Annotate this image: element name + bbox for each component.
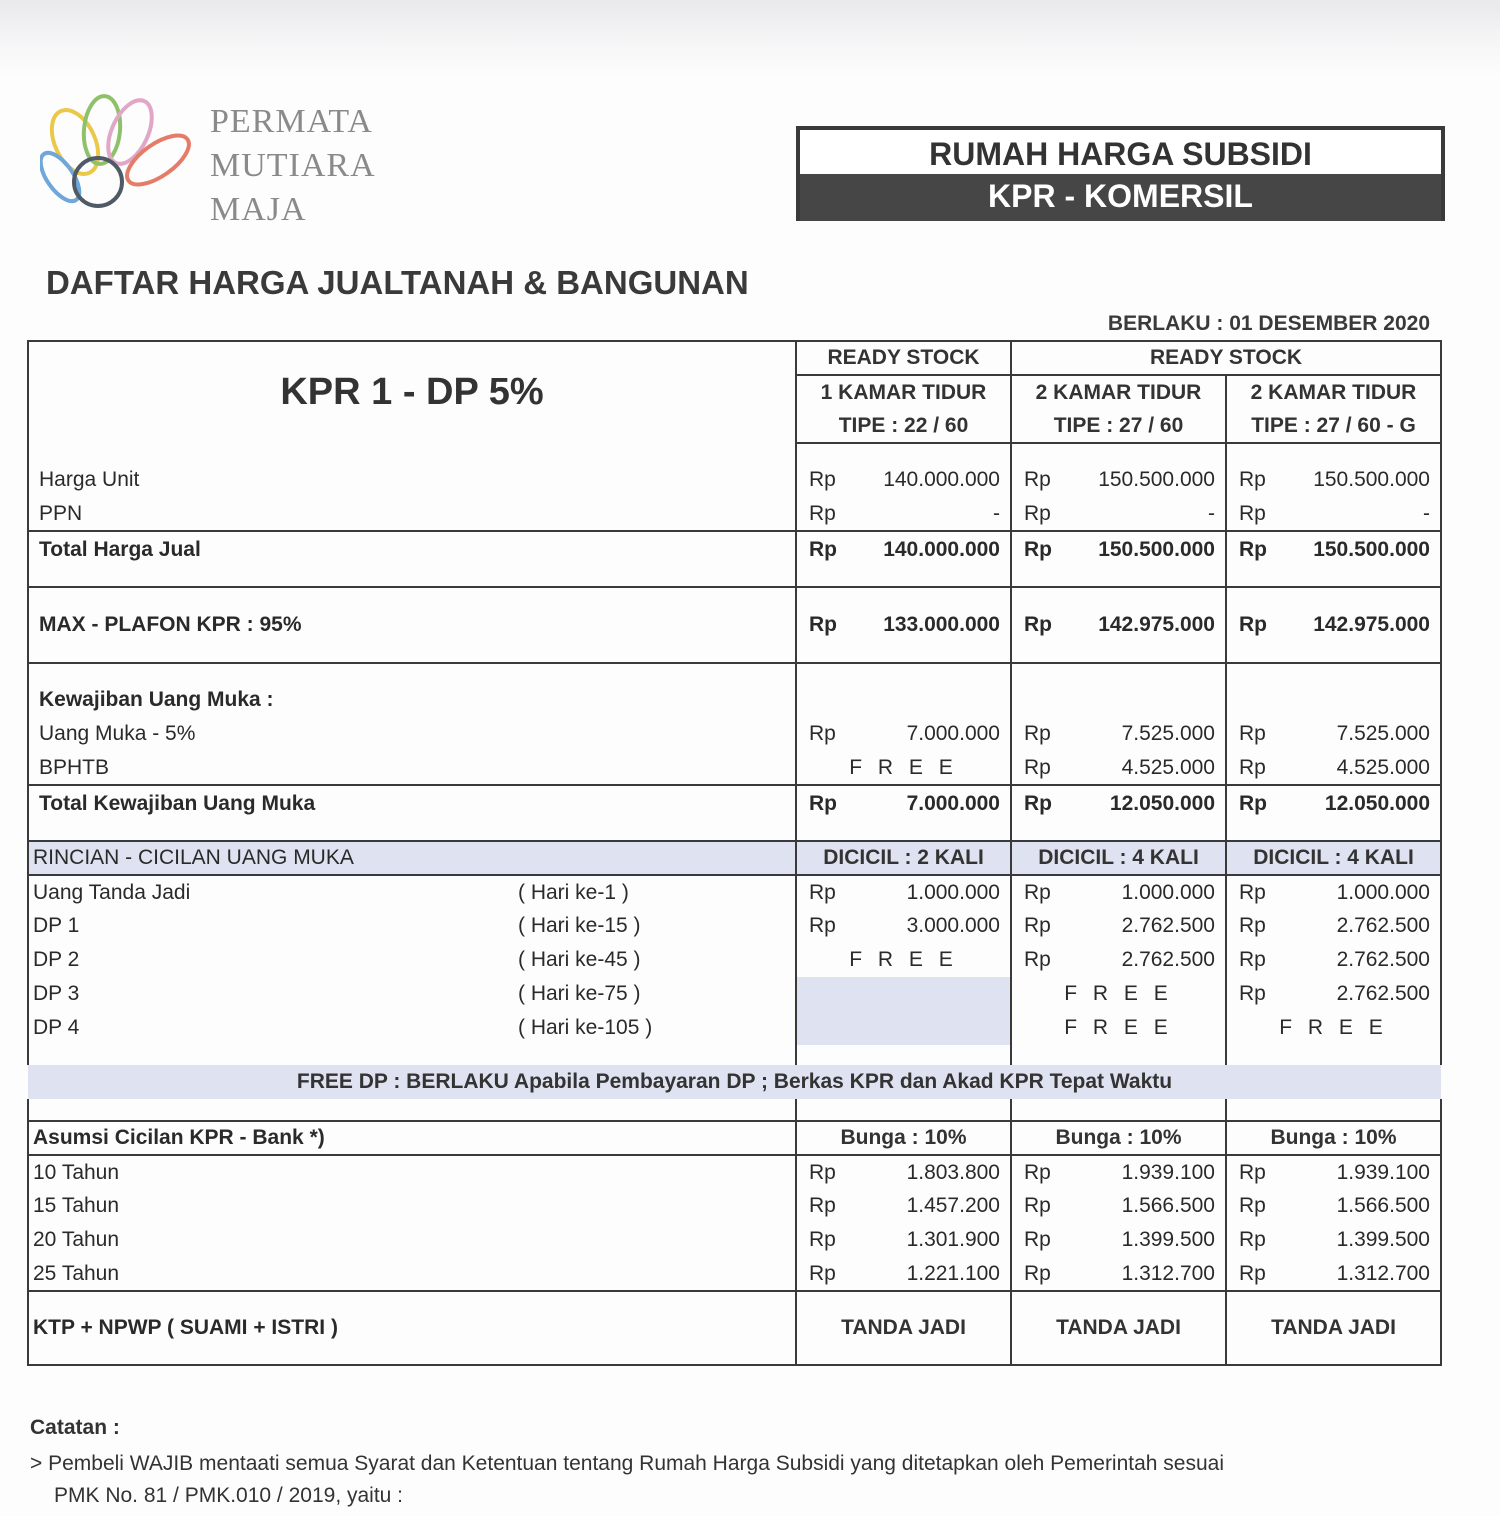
dicicil-label: DICICIL : 2 KALI [796,841,1011,875]
row-label: Harga Unit [28,463,796,497]
brand-line-2: MUTIARA [210,147,376,184]
free-label: F R E E [1011,1011,1226,1045]
table-row: MAX - PLAFON KPR : 95% Rp 133.000.000 Rp 142.975.000 Rp 142.975.000 [28,587,1441,663]
rincian-label: RINCIAN - CICILAN UANG MUKA [28,841,796,875]
price-value: 150.500.000 [1313,468,1430,491]
column-tipe: TIPE : 22 / 60 [796,409,1011,443]
table-row: KTP + NPWP ( SUAMI + ISTRI ) TANDA JADI TANDA JADI TANDA JADI [28,1291,1441,1365]
free-label: F R E E [1011,977,1226,1011]
row-label: MAX - PLAFON KPR : 95% [28,587,796,663]
title-subsidi: RUMAH HARGA SUBSIDI [800,130,1441,174]
free-dp-note: FREE DP : BERLAKU Apabila Pembayaran DP ; Berkas KPR dan Akad KPR Tepat Waktu [28,1065,1441,1099]
free-label: F R E E [796,943,1011,977]
permata-mutiara-logo [40,92,200,227]
ktp-label: KTP + NPWP ( SUAMI + ISTRI ) [28,1291,796,1365]
free-label: F R E E [1226,1011,1441,1045]
table-row: 20 Tahun Rp 1.301.900 Rp 1.399.500 Rp 1.399.500 [28,1223,1441,1257]
column-rooms: 2 KAMAR TIDUR [1226,375,1441,409]
price-table [27,340,1442,1366]
table-row: Total Harga Jual Rp 140.000.000 Rp 150.500.000 Rp 150.500.000 [28,531,1441,567]
kpr-title: KPR 1 - DP 5% [28,341,796,443]
bunga-label: Bunga : 10% [1226,1121,1441,1155]
price-value: 140.000.000 [883,468,1000,491]
row-label: Total Kewajiban Uang Muka [28,785,796,821]
bunga-label: Bunga : 10% [796,1121,1011,1155]
notes-line: > Pembeli WAJIB mentaati semua Syarat dan Ketentuan tentang Rumah Harga Subsidi yang ditetapkan oleh Pemerintah sesuai [30,1452,1225,1475]
brand-line-3: MAJA [210,191,307,228]
dicicil-label: DICICIL : 4 KALI [1226,841,1441,875]
column-tipe: TIPE : 27 / 60 [1011,409,1226,443]
title-komersil: KPR - KOMERSIL [800,174,1441,221]
table-row: BPHTB F R E E Rp 4.525.000 Rp 4.525.000 [28,751,1441,785]
table-row: 25 Tahun Rp 1.221.100 Rp 1.312.700 Rp 1.312.700 [28,1257,1441,1291]
table-row: Uang Muka - 5% Rp 7.000.000 Rp 7.525.000 Rp 7.525.000 [28,717,1441,751]
brand-line-1: PERMATA [210,103,373,140]
row-label: BPHTB [28,751,796,785]
table-row: PPN Rp - Rp - Rp - [28,497,1441,531]
row-label: Uang Muka - 5% [28,717,796,751]
ready-stock-label: READY STOCK [796,341,1011,375]
notes-line: PMK No. 81 / PMK.010 / 2019, yaitu : [54,1484,404,1507]
column-tipe: TIPE : 27 / 60 - G [1226,409,1441,443]
table-row: DP 2 ( Hari ke-45 ) F R E E Rp 2.762.500 Rp 2.762.500 [28,943,1441,977]
page-title: DAFTAR HARGA JUALTANAH & BANGUNAN [46,264,749,301]
title-box [796,126,1445,221]
notes-title: Catatan : [30,1416,120,1439]
asumsi-label: Asumsi Cicilan KPR - Bank *) [28,1121,796,1155]
table-row: DP 3 ( Hari ke-75 ) F R E E Rp 2.762.500 [28,977,1441,1011]
table-row: Harga Unit Rp 140.000.000 Rp 150.500.000 Rp 150.500.000 [28,463,1441,497]
brand-name [210,100,376,232]
free-label: F R E E [796,751,1011,785]
effective-date: BERLAKU : 01 DESEMBER 2020 [1107,312,1430,335]
row-label: Total Harga Jual [28,531,796,567]
row-label: PPN [28,497,796,531]
bunga-label: Bunga : 10% [1011,1121,1226,1155]
kewajiban-label: Kewajiban Uang Muka : [28,683,796,717]
table-row: Total Kewajiban Uang Muka Rp 7.000.000 Rp 12.050.000 Rp 12.050.000 [28,785,1441,821]
table-row: DP 4 ( Hari ke-105 ) F R E E F R E E [28,1011,1441,1045]
notes [30,1416,1224,1516]
price-value: 150.500.000 [1098,468,1215,491]
scan-top-shade [0,0,1500,80]
dicicil-label: DICICIL : 4 KALI [1011,841,1226,875]
column-rooms: 1 KAMAR TIDUR [796,375,1011,409]
table-row: DP 1 ( Hari ke-15 ) Rp 3.000.000 Rp 2.762.500 Rp 2.762.500 [28,909,1441,943]
column-rooms: 2 KAMAR TIDUR [1011,375,1226,409]
table-row: 10 Tahun Rp 1.803.800 Rp 1.939.100 Rp 1.939.100 [28,1155,1441,1189]
ready-stock-label: READY STOCK [1011,341,1441,375]
table-row: Uang Tanda Jadi ( Hari ke-1 ) Rp 1.000.000 Rp 1.000.000 Rp 1.000.000 [28,875,1441,909]
table-row: 15 Tahun Rp 1.457.200 Rp 1.566.500 Rp 1.566.500 [28,1189,1441,1223]
